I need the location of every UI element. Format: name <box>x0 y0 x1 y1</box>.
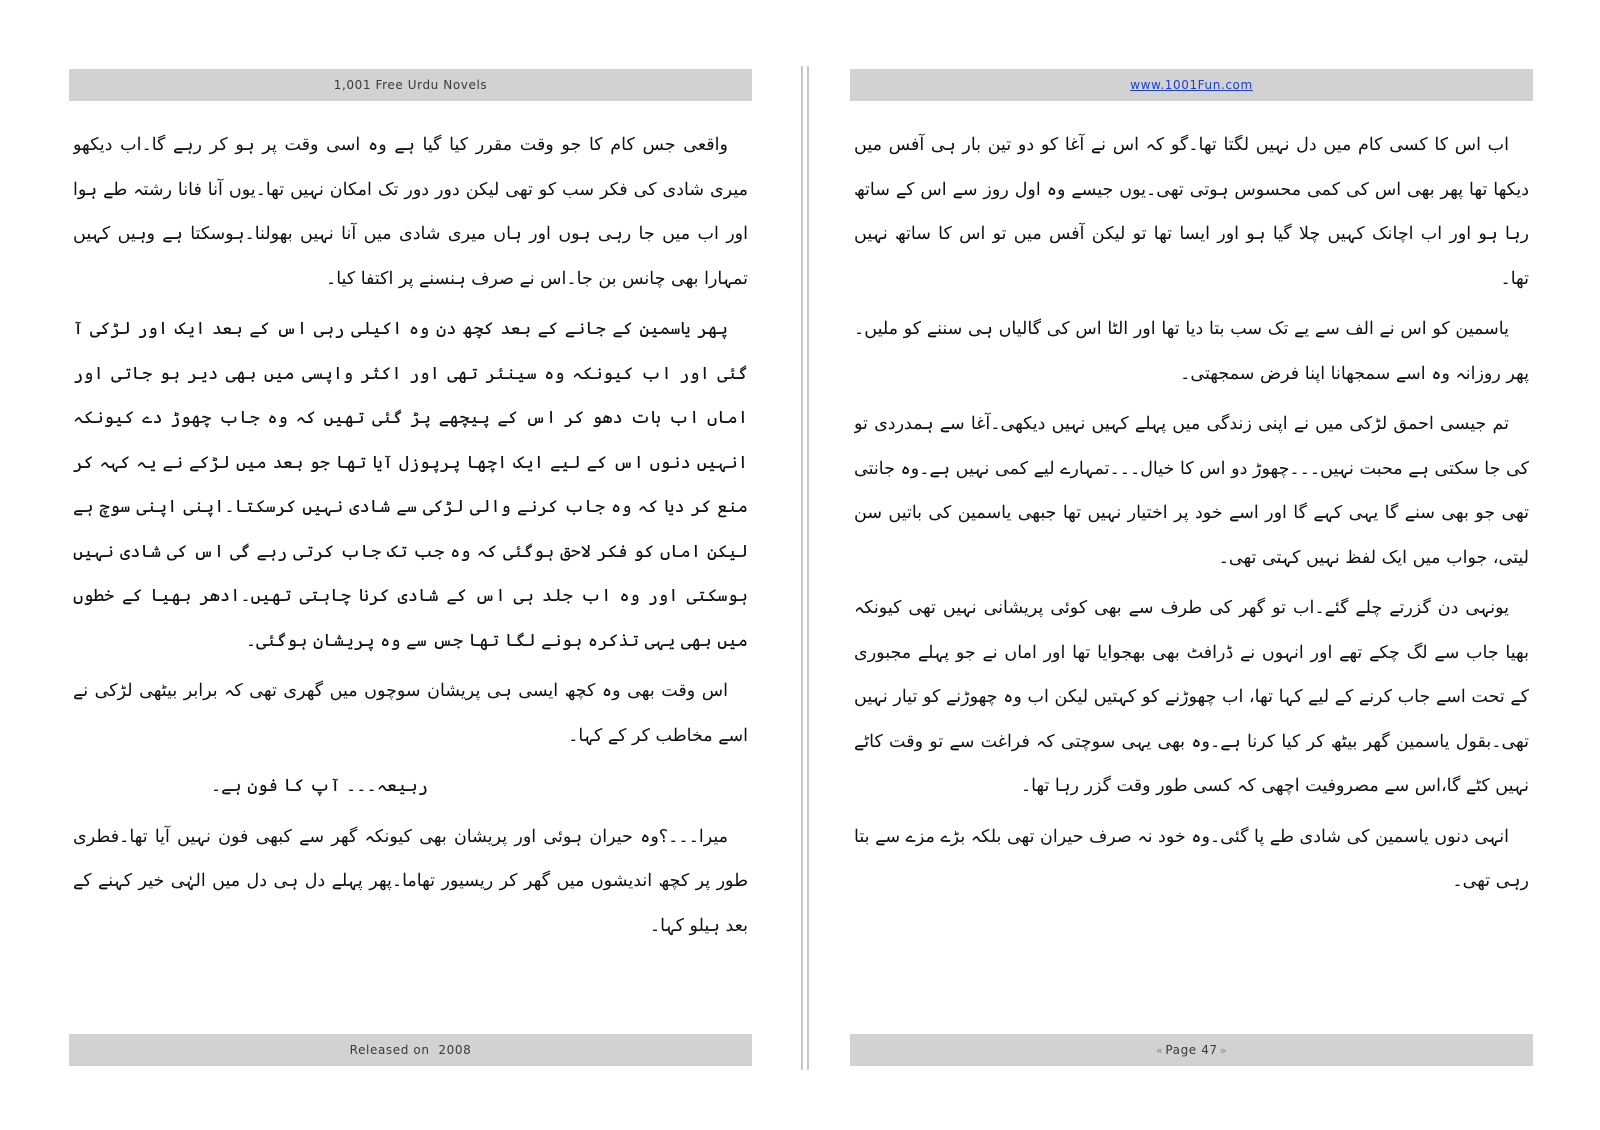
book-gutter-line <box>807 66 809 1070</box>
right-paragraph-5: انہی دنوں یاسمین کی شادی طے پا گئی۔وہ خود نہ صرف حیران تھی بلکہ بڑے مزے سے بتا رہی تھی۔ <box>854 826 1529 891</box>
page-number: Page 47 <box>1165 1043 1218 1057</box>
right-paragraph-4: یونہی دن گزرتے چلے گئے۔اب تو گھر کی طرف سے بھی کوئی پریشانی نہیں تھی کیونکہ بھیا جاب سے لگ چکے تھے اور انہوں نے ڈرافٹ بھی بھجوایا تھا اور اماں نے جو پہلے مجبوری کے تحت اسے جاب کرنے کے لیے کہا تھا، اب چھوڑنے کو کہتیں لیکن اب وہ چھوڑنے کو تیار نہیں تھی۔بقول یاسمین گھر بیٹھ کر کیا کرنا ہے۔وہ بھی یہی سوچتی کہ فراغت سے تو وقت کاٹے نہیں کٹے گا،اس سے مصروفیت اچھی کہ کسی طور وقت گزر رہا تھا۔ <box>854 598 1529 796</box>
left-page <box>69 67 752 1069</box>
right-footer-bar <box>850 1034 1533 1066</box>
left-page-body <box>73 123 748 1025</box>
right-paragraph-3: تم جیسی احمق لڑکی میں نے اپنی زندگی میں پہلے کہیں نہیں دیکھی۔آغا سے ہمدردی تو کی جا سکتی ہے محبت نہیں۔۔۔چھوڑ دو اس کا خیال۔۔۔تمہارے لیے کمی نہیں ہے۔وہ جانتی تھی جو بھی سنے گا یہی کہے گا اور اسے خود پر اختیار نہیں تھا جبھی یاسمین کی باتیں سن لیتی، جواب میں ایک لفظ نہیں کہتی تھی۔ <box>854 414 1529 568</box>
left-footer-bar <box>69 1034 752 1066</box>
left-header-bar <box>69 69 752 101</box>
right-chevron-icon: » <box>1219 1043 1228 1057</box>
left-chevron-icon: « <box>1155 1043 1164 1057</box>
right-paragraph-2: یاسمین کو اس نے الف سے یے تک سب بتا دیا تھا اور الٹا اس کی گالیاں ہی سننے کو ملیں۔پھر روزانہ وہ اسے سمجھانا اپنا فرض سمجھتی۔ <box>854 319 1529 384</box>
left-paragraph-5: میرا۔۔۔؟وہ حیران ہوئی اور پریشان بھی کیونکہ گھر سے کبھی فون نہیں آیا تھا۔فطری طور پر کچھ اندیشوں میں گھر کر ریسیور تھاما۔پھر پہلے دل ہی دل میں الہٰی خیر کہنے کے بعد ہیلو کہا۔ <box>73 826 748 936</box>
right-page-body <box>854 123 1529 1025</box>
left-paragraph-3: اس وقت بھی وہ کچھ ایسی ہی پریشان سوچوں میں گھری تھی کہ برابر بیٹھی لڑکی نے اسے مخاطب کر کے کہا۔ <box>73 681 748 746</box>
left-paragraph-1: واقعی جس کام کا جو وقت مقرر کیا گیا ہے وہ اسی وقت پر ہو کر رہے گا۔اب دیکھو میری شادی کی فکر سب کو تھی لیکن دور دور تک امکان نہیں تھا۔یوں آنا فانا رشتہ طے ہوا اور اب میں جا رہی ہوں اور ہاں میری شادی میں آنا نہیں بھولنا۔ہوسکتا ہے وہیں کہیں تمہارا بھی چانس بن جا۔اس نے صرف ہنسنے پر اکتفا کیا۔ <box>73 135 748 289</box>
website-link[interactable]: www.1001Fun.com <box>1130 78 1253 92</box>
left-paragraph-4: ربیعہ۔۔۔ آپ کا فون ہے۔ <box>210 776 428 796</box>
left-header-title: 1,001 Free Urdu Novels <box>333 78 488 92</box>
book-gutter-line <box>801 66 803 1070</box>
right-header-bar <box>850 69 1533 101</box>
left-paragraph-2: پھر یاسمین کے جانے کے بعد کچھ دن وہ اکیلی رہی اس کے بعد ایک اور لڑکی آ گئی اور اب کیونکہ وہ سینئر تھی اور اکثر واپسی میں بھی دیر ہو جاتی اور اماں اب ہات دھو کر اس کے پیچھے پڑ گئی تھیں کہ وہ جاب چھوڑ دے کیونکہ انہیں دنوں اس کے لیے ایک اچھا پرپوزل آیا تھا جو بعد میں لڑکے نے یہ کہہ کر منع کر دیا کہ وہ جاب کرنے والی لڑکی سے شادی نہیں کرسکتا۔اپنی اپنی سوچ ہے لیکن اماں کو فکر لاحق ہوگئی کہ وہ جب تک جاب کرتی رہے گی اس کی شادی نہیں ہوسکتی اور وہ اب جلد ہی اس کے شادی کرنا چاہتی تھیں۔ادھر بھیا کے خطوں میں بھی یہی تذکرہ ہونے لگا تھا جس سے وہ پریشان ہوگئی۔ <box>73 319 748 651</box>
right-paragraph-1: اب اس کا کسی کام میں دل نہیں لگتا تھا۔گو کہ اس نے آغا کو دو تین بار ہی آفس میں دیکھا تھا پھر بھی اس کی کمی محسوس ہوتی تھی۔یوں جیسے وہ اول روز سے اس کے ساتھ رہا ہو اور اب اچانک کہیں چلا گیا ہو اور ایسا تھا تو لیکن آفس میں تو اس کا ساتھ نہیں تھا۔ <box>854 135 1529 289</box>
right-page <box>850 67 1533 1069</box>
left-footer-text: Released on 2008 <box>349 1043 472 1057</box>
